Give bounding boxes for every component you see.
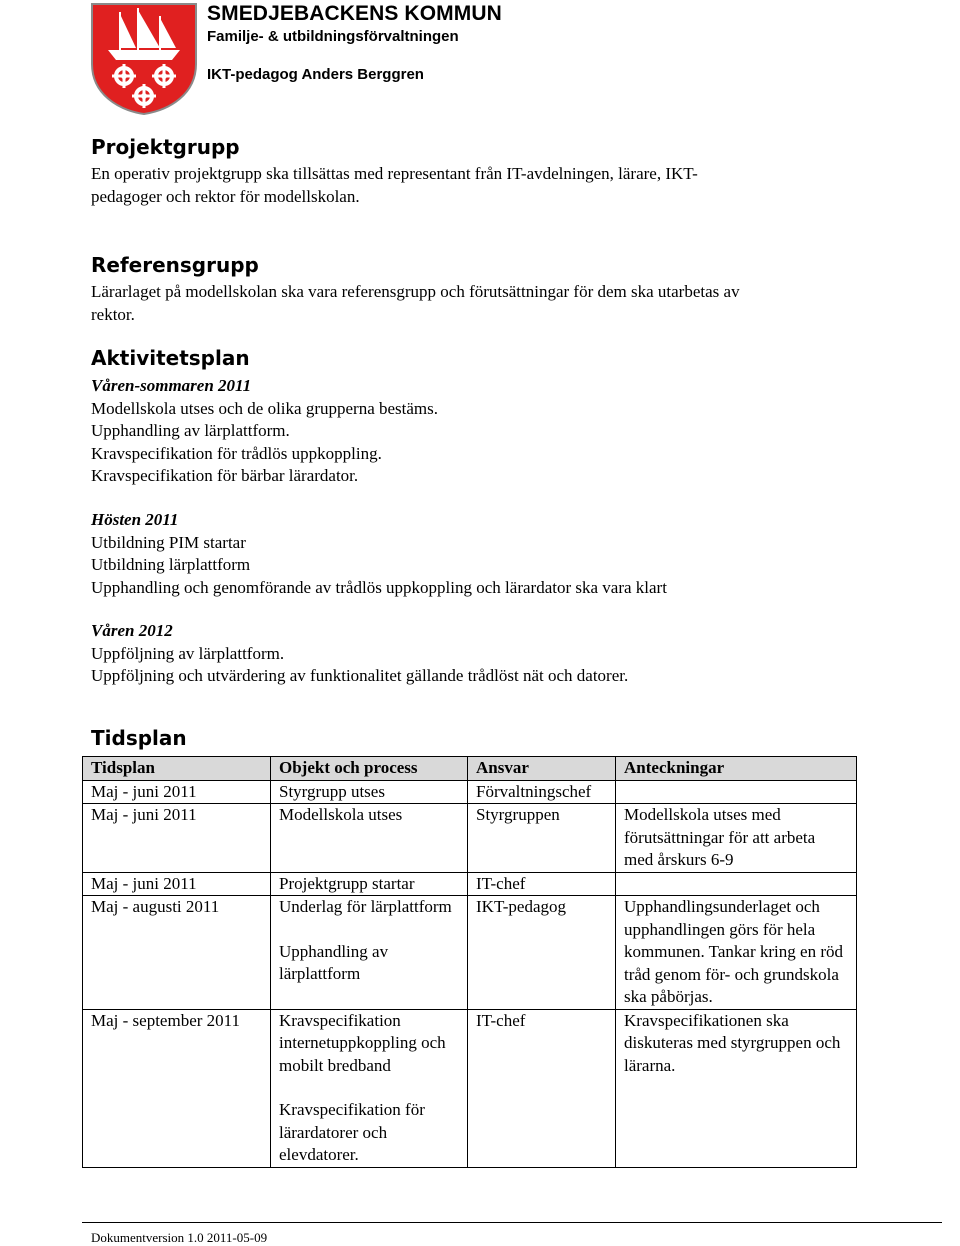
text-line: Utbildning lärplattform bbox=[91, 555, 251, 574]
table-cell bbox=[616, 780, 857, 804]
period-title: Våren 2012 bbox=[91, 621, 173, 640]
heading-referensgrupp: Referensgrupp bbox=[91, 253, 259, 277]
table-header-row bbox=[83, 757, 857, 781]
table-cell: Upphandlingsunderlaget och upphandlingen görs för hela kommunen. Tankar kring en röd tråd genom för- och grundskola ska påbörjas. bbox=[616, 896, 857, 1010]
tidsplan-table bbox=[82, 756, 857, 1168]
text-line: Kravspecifikation för bärbar lärardator. bbox=[91, 466, 359, 485]
heading-projektgrupp: Projektgrupp bbox=[91, 135, 240, 159]
table-cell: Styrgrupp utses bbox=[271, 780, 468, 804]
table-cell: Maj - juni 2011 bbox=[83, 780, 271, 804]
text-line: rektor. bbox=[91, 304, 135, 324]
table-cell: IT-chef bbox=[468, 1009, 616, 1167]
table-cell: Maj - augusti 2011 bbox=[83, 896, 271, 1010]
table-cell: Maj - september 2011 bbox=[83, 1009, 271, 1167]
table-cell: Modellskola utses bbox=[271, 804, 468, 873]
period-title: Hösten 2011 bbox=[91, 510, 179, 529]
table-cell: Maj - juni 2011 bbox=[83, 872, 271, 896]
table-cell: Kravspecifikationen ska diskuteras med styrgruppen och lärarna. bbox=[616, 1009, 857, 1167]
text-line: Utbildning PIM startar bbox=[91, 532, 246, 552]
heading-aktivitetsplan: Aktivitetsplan bbox=[91, 346, 250, 370]
footer-divider bbox=[82, 1222, 942, 1223]
aktivitetsplan-period-2 bbox=[91, 509, 811, 599]
table-row bbox=[83, 780, 857, 804]
projektgrupp-text bbox=[91, 163, 811, 208]
aktivitetsplan-period-3 bbox=[91, 620, 811, 688]
table-cell bbox=[271, 896, 468, 1010]
text-line: Modellskola utses och de olika grupperna bestäms. bbox=[91, 398, 439, 418]
cell-text: Kravspecifikation för lärardatorer och elevdatorer. bbox=[279, 1100, 425, 1164]
heading-tidsplan: Tidsplan bbox=[91, 726, 187, 750]
author: IKT-pedagog Anders Berggren bbox=[207, 66, 424, 83]
table-cell: Modellskola utses med förutsättningar för att arbeta med årskurs 6-9 bbox=[616, 804, 857, 873]
table-cell bbox=[616, 872, 857, 896]
text-line: Kravspecifikation för trådlös uppkoppling. bbox=[91, 443, 382, 463]
document-version: Dokumentversion 1.0 2011-05-09 bbox=[91, 1230, 268, 1245]
org-department: Familje- & utbildningsförvaltningen bbox=[207, 28, 459, 45]
table-row bbox=[83, 804, 857, 873]
table-row bbox=[83, 872, 857, 896]
table-cell: IKT-pedagog bbox=[468, 896, 616, 1010]
text-line: pedagoger och rektor för modellskolan. bbox=[91, 186, 360, 206]
period-title: Våren-sommaren 2011 bbox=[91, 376, 252, 395]
table-cell: Projektgrupp startar bbox=[271, 872, 468, 896]
cell-text: Underlag för lärplattform bbox=[279, 897, 452, 916]
org-name: SMEDJEBACKENS KOMMUN bbox=[207, 2, 502, 25]
table-cell: Förvaltningschef bbox=[468, 780, 616, 804]
referensgrupp-text bbox=[91, 281, 811, 326]
table-row bbox=[83, 896, 857, 1010]
cell-text: Upphandling av lärplattform bbox=[279, 941, 389, 983]
text-line: Upphandling och genomförande av trådlös uppkoppling och lärardator ska vara klart bbox=[91, 577, 667, 597]
aktivitetsplan-period-1 bbox=[91, 375, 811, 488]
text-line: Lärarlaget på modellskolan ska vara referensgrupp och förutsättningar för dem ska utarbetas av bbox=[91, 282, 740, 301]
table-cell: Maj - juni 2011 bbox=[83, 804, 271, 873]
column-header: Objekt och process bbox=[271, 757, 468, 781]
text-line: Uppföljning och utvärdering av funktionalitet gällande trådlöst nät och datorer. bbox=[91, 666, 629, 685]
cell-spacer bbox=[279, 919, 459, 941]
text-line: Uppföljning av lärplattform. bbox=[91, 643, 285, 663]
column-header: Tidsplan bbox=[83, 757, 271, 781]
table-cell bbox=[271, 1009, 468, 1167]
table-row bbox=[83, 1009, 857, 1167]
text-line: Upphandling av lärplattform. bbox=[91, 421, 290, 440]
column-header: Ansvar bbox=[468, 757, 616, 781]
column-header: Anteckningar bbox=[616, 757, 857, 781]
cell-text: Kravspecifikation internetuppkoppling och mobilt bredband bbox=[279, 1010, 446, 1075]
coat-of-arms-logo bbox=[90, 2, 198, 116]
text-line: En operativ projektgrupp ska tillsättas med representant från IT-avdelningen, lärare, IKT- bbox=[91, 164, 698, 183]
cell-spacer bbox=[279, 1077, 459, 1099]
table-cell: IT-chef bbox=[468, 872, 616, 896]
table-cell: Styrgruppen bbox=[468, 804, 616, 873]
